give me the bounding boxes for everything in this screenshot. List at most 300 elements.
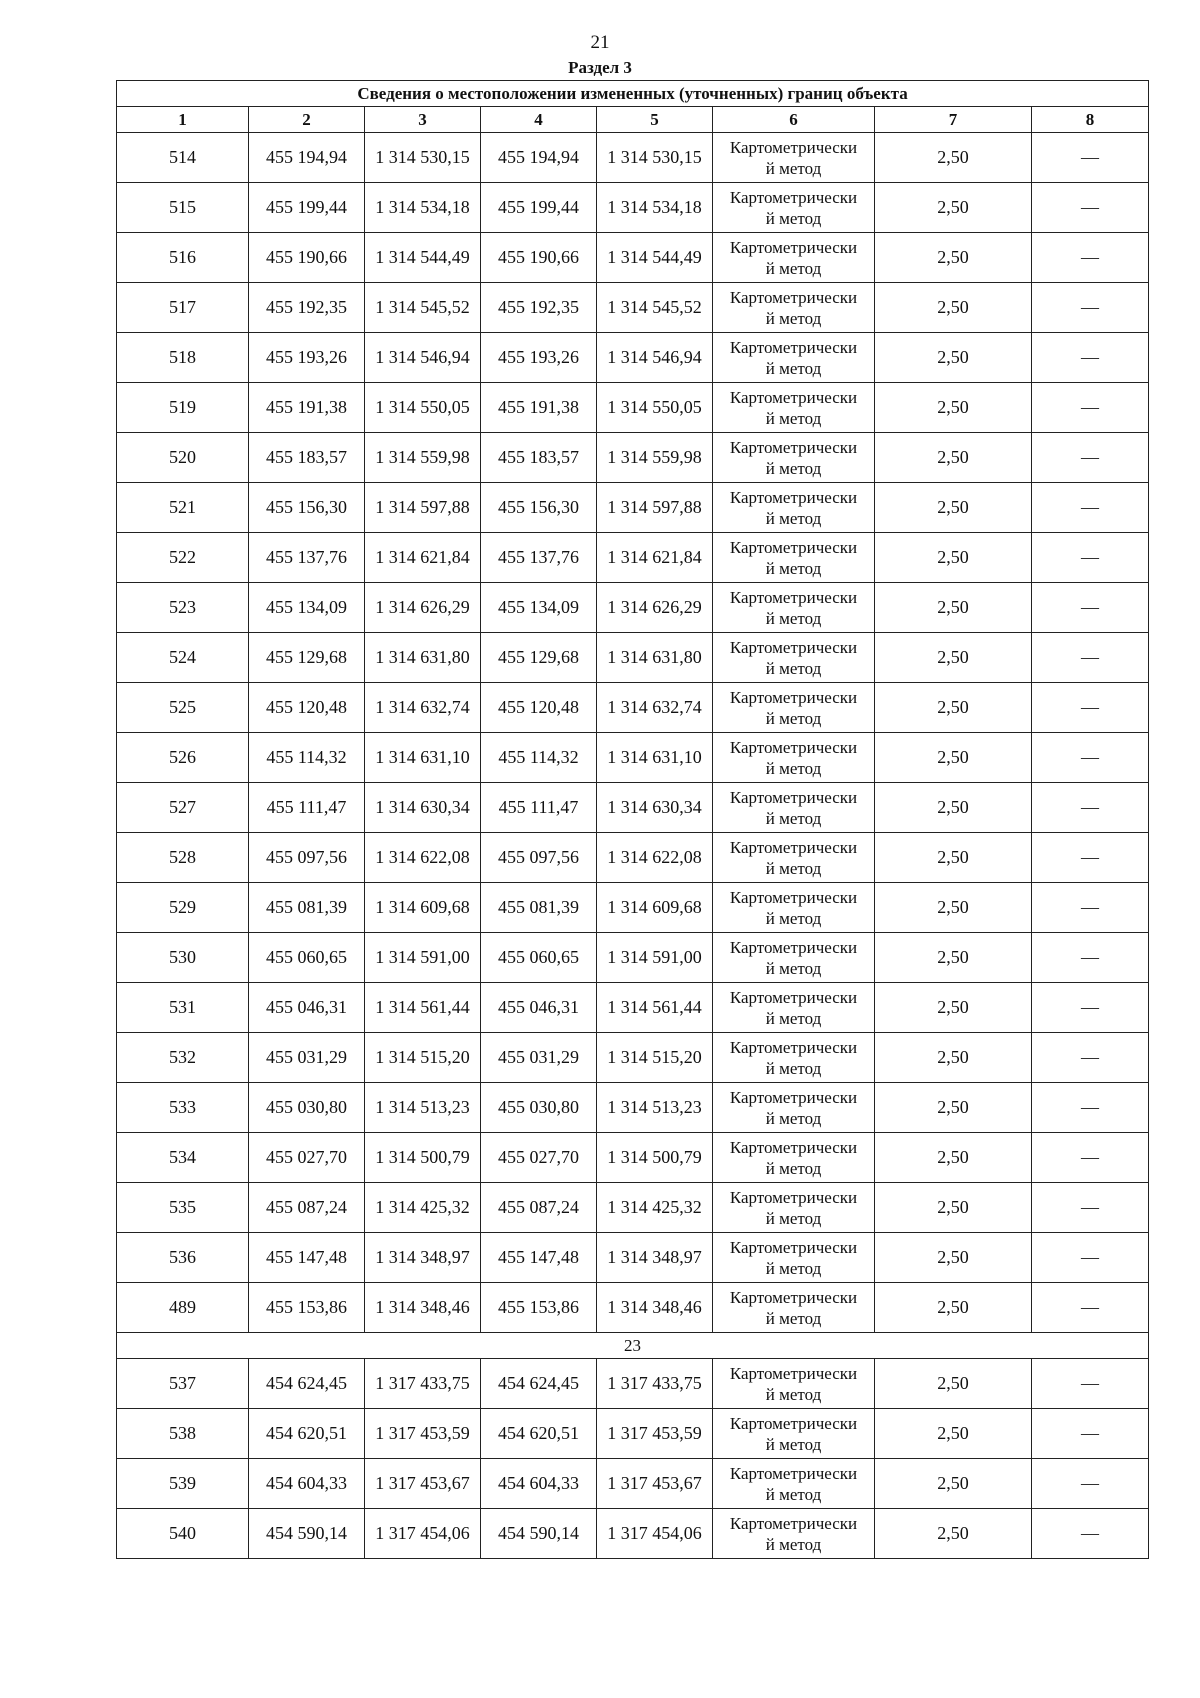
- cell-y2: 1 314 597,88: [597, 483, 713, 533]
- method-line-1: Картометрически: [729, 387, 858, 407]
- cell-method: [713, 1133, 875, 1183]
- cell-x2: 455 111,47: [481, 783, 597, 833]
- cell-method: [713, 433, 875, 483]
- cell-x2: 455 031,29: [481, 1033, 597, 1083]
- cell-point: 517: [117, 283, 249, 333]
- cell-y1: 1 314 622,08: [365, 833, 481, 883]
- cell-note: —: [1032, 983, 1149, 1033]
- cell-method: [713, 533, 875, 583]
- cell-x2: 455 194,94: [481, 133, 597, 183]
- cell-note: —: [1032, 1233, 1149, 1283]
- cell-note: —: [1032, 1083, 1149, 1133]
- cell-accuracy: 2,50: [875, 733, 1032, 783]
- cell-method: [713, 1083, 875, 1133]
- table-row: [117, 1133, 1149, 1183]
- cell-note: —: [1032, 733, 1149, 783]
- table-row: [117, 1283, 1149, 1333]
- cell-y2: 1 314 559,98: [597, 433, 713, 483]
- cell-accuracy: 2,50: [875, 533, 1032, 583]
- cell-y1: 1 314 630,34: [365, 783, 481, 833]
- cell-y1: 1 314 425,32: [365, 1183, 481, 1233]
- cell-x2: 455 087,24: [481, 1183, 597, 1233]
- method-line-2: й метод: [765, 1434, 822, 1454]
- method-line-2: й метод: [765, 258, 822, 278]
- cell-method: [713, 983, 875, 1033]
- cell-note: —: [1032, 883, 1149, 933]
- cell-x2: 455 097,56: [481, 833, 597, 883]
- cell-accuracy: 2,50: [875, 683, 1032, 733]
- cell-method: [713, 1509, 875, 1559]
- cell-x1: 455 190,66: [249, 233, 365, 283]
- cell-y2: 1 314 500,79: [597, 1133, 713, 1183]
- cell-accuracy: 2,50: [875, 133, 1032, 183]
- cell-method: [713, 1359, 875, 1409]
- cell-y1: 1 314 597,88: [365, 483, 481, 533]
- column-number: 2: [249, 107, 365, 133]
- cell-method: [713, 1459, 875, 1509]
- cell-x2: 455 060,65: [481, 933, 597, 983]
- method-line-2: й метод: [765, 858, 822, 878]
- cell-method: [713, 1409, 875, 1459]
- cell-y2: 1 314 591,00: [597, 933, 713, 983]
- method-line-2: й метод: [765, 358, 822, 378]
- method-line-2: й метод: [765, 908, 822, 928]
- cell-method: [713, 933, 875, 983]
- table-row: [117, 1359, 1149, 1409]
- cell-x2: 455 134,09: [481, 583, 597, 633]
- cell-x1: 455 046,31: [249, 983, 365, 1033]
- cell-point: 540: [117, 1509, 249, 1559]
- cell-x1: 454 620,51: [249, 1409, 365, 1459]
- method-line-2: й метод: [765, 808, 822, 828]
- cell-accuracy: 2,50: [875, 783, 1032, 833]
- cell-y1: 1 314 591,00: [365, 933, 481, 983]
- method-line-1: Картометрически: [729, 637, 858, 657]
- cell-y1: 1 317 453,59: [365, 1409, 481, 1459]
- cell-y2: 1 314 561,44: [597, 983, 713, 1033]
- cell-accuracy: 2,50: [875, 1509, 1032, 1559]
- cell-point: 519: [117, 383, 249, 433]
- cell-point: 522: [117, 533, 249, 583]
- cell-accuracy: 2,50: [875, 833, 1032, 883]
- cell-y2: 1 314 621,84: [597, 533, 713, 583]
- cell-point: 518: [117, 333, 249, 383]
- cell-y1: 1 314 530,15: [365, 133, 481, 183]
- method-line-1: Картометрически: [729, 237, 858, 257]
- cell-y1: 1 314 348,46: [365, 1283, 481, 1333]
- method-line-2: й метод: [765, 608, 822, 628]
- cell-point: 530: [117, 933, 249, 983]
- cell-point: 515: [117, 183, 249, 233]
- cell-y2: 1 314 550,05: [597, 383, 713, 433]
- cell-x1: 455 191,38: [249, 383, 365, 433]
- cell-y2: 1 314 545,52: [597, 283, 713, 333]
- cell-method: [713, 1033, 875, 1083]
- cell-accuracy: 2,50: [875, 1409, 1032, 1459]
- column-number: 4: [481, 107, 597, 133]
- cell-point: 524: [117, 633, 249, 683]
- cell-note: —: [1032, 933, 1149, 983]
- cell-accuracy: 2,50: [875, 1283, 1032, 1333]
- contour-group-label: 23: [117, 1333, 1149, 1359]
- cell-x2: 454 590,14: [481, 1509, 597, 1559]
- column-number-row: [117, 107, 1149, 133]
- cell-point: 516: [117, 233, 249, 283]
- cell-y2: 1 317 433,75: [597, 1359, 713, 1409]
- section-title: Раздел 3: [568, 58, 632, 77]
- method-line-2: й метод: [765, 508, 822, 528]
- cell-accuracy: 2,50: [875, 883, 1032, 933]
- column-number: 3: [365, 107, 481, 133]
- cell-y1: 1 314 626,29: [365, 583, 481, 633]
- cell-y1: 1 314 513,23: [365, 1083, 481, 1133]
- cell-y1: 1 314 534,18: [365, 183, 481, 233]
- table-row: [117, 383, 1149, 433]
- method-line-2: й метод: [765, 1308, 822, 1328]
- cell-x1: 455 156,30: [249, 483, 365, 533]
- page-number: 21: [590, 32, 610, 53]
- method-line-1: Картометрически: [729, 1237, 858, 1257]
- cell-x1: 455 060,65: [249, 933, 365, 983]
- cell-method: [713, 333, 875, 383]
- cell-note: —: [1032, 383, 1149, 433]
- method-line-1: Картометрически: [729, 737, 858, 757]
- method-line-1: Картометрически: [729, 487, 858, 507]
- cell-x2: 455 137,76: [481, 533, 597, 583]
- table-body: [117, 133, 1149, 1559]
- cell-x2: 454 620,51: [481, 1409, 597, 1459]
- method-line-2: й метод: [765, 458, 822, 478]
- table-row: [117, 433, 1149, 483]
- cell-note: —: [1032, 1409, 1149, 1459]
- table-row: [117, 833, 1149, 883]
- cell-y2: 1 314 348,46: [597, 1283, 713, 1333]
- method-line-1: Картометрически: [729, 537, 858, 557]
- cell-x2: 455 046,31: [481, 983, 597, 1033]
- cell-x1: 455 097,56: [249, 833, 365, 883]
- method-line-1: Картометрически: [729, 437, 858, 457]
- method-line-1: Картометрически: [729, 1413, 858, 1433]
- cell-method: [713, 483, 875, 533]
- contour-group-row: [117, 1333, 1149, 1359]
- cell-accuracy: 2,50: [875, 1033, 1032, 1083]
- cell-y2: 1 314 530,15: [597, 133, 713, 183]
- cell-x1: 455 193,26: [249, 333, 365, 383]
- cell-y1: 1 317 453,67: [365, 1459, 481, 1509]
- cell-point: 525: [117, 683, 249, 733]
- cell-method: [713, 633, 875, 683]
- cell-y2: 1 314 631,10: [597, 733, 713, 783]
- table-row: [117, 933, 1149, 983]
- cell-method: [713, 233, 875, 283]
- cell-x2: 455 193,26: [481, 333, 597, 383]
- method-line-2: й метод: [765, 408, 822, 428]
- method-line-2: й метод: [765, 1108, 822, 1128]
- method-line-2: й метод: [765, 1258, 822, 1278]
- method-line-2: й метод: [765, 208, 822, 228]
- cell-y1: 1 314 550,05: [365, 383, 481, 433]
- cell-accuracy: 2,50: [875, 1459, 1032, 1509]
- cell-x2: 455 183,57: [481, 433, 597, 483]
- cell-accuracy: 2,50: [875, 633, 1032, 683]
- cell-y1: 1 314 544,49: [365, 233, 481, 283]
- cell-accuracy: 2,50: [875, 1359, 1032, 1409]
- cell-method: [713, 283, 875, 333]
- cell-point: 520: [117, 433, 249, 483]
- cell-x1: 455 137,76: [249, 533, 365, 583]
- cell-accuracy: 2,50: [875, 1233, 1032, 1283]
- cell-y2: 1 314 515,20: [597, 1033, 713, 1083]
- method-line-2: й метод: [765, 658, 822, 678]
- table-row: [117, 333, 1149, 383]
- cell-accuracy: 2,50: [875, 583, 1032, 633]
- column-number: 1: [117, 107, 249, 133]
- method-line-2: й метод: [765, 308, 822, 328]
- column-number: 5: [597, 107, 713, 133]
- table-row: [117, 883, 1149, 933]
- method-line-1: Картометрически: [729, 1137, 858, 1157]
- cell-x2: 455 129,68: [481, 633, 597, 683]
- cell-y1: 1 314 561,44: [365, 983, 481, 1033]
- cell-method: [713, 1183, 875, 1233]
- table-row: [117, 1459, 1149, 1509]
- cell-y1: 1 314 621,84: [365, 533, 481, 583]
- cell-y1: 1 314 348,97: [365, 1233, 481, 1283]
- table-row: [117, 1409, 1149, 1459]
- method-line-2: й метод: [765, 558, 822, 578]
- cell-x1: 455 031,29: [249, 1033, 365, 1083]
- cell-accuracy: 2,50: [875, 1083, 1032, 1133]
- cell-accuracy: 2,50: [875, 183, 1032, 233]
- cell-x2: 455 114,32: [481, 733, 597, 783]
- cell-accuracy: 2,50: [875, 483, 1032, 533]
- cell-x1: 454 590,14: [249, 1509, 365, 1559]
- table-title: Сведения о местоположении измененных (уточненных) границ объекта: [117, 81, 1149, 107]
- method-line-2: й метод: [765, 1384, 822, 1404]
- method-line-1: Картометрически: [729, 687, 858, 707]
- method-line-1: Картометрически: [729, 787, 858, 807]
- cell-y2: 1 314 609,68: [597, 883, 713, 933]
- method-line-1: Картометрически: [729, 887, 858, 907]
- method-line-2: й метод: [765, 1058, 822, 1078]
- cell-note: —: [1032, 833, 1149, 883]
- table-row: [117, 483, 1149, 533]
- cell-note: —: [1032, 583, 1149, 633]
- table-row: [117, 1183, 1149, 1233]
- cell-x1: 455 120,48: [249, 683, 365, 733]
- method-line-1: Картометрически: [729, 287, 858, 307]
- cell-note: —: [1032, 183, 1149, 233]
- cell-x1: 455 129,68: [249, 633, 365, 683]
- cell-y1: 1 317 454,06: [365, 1509, 481, 1559]
- cell-point: 531: [117, 983, 249, 1033]
- cell-y2: 1 314 544,49: [597, 233, 713, 283]
- method-line-1: Картометрически: [729, 1513, 858, 1533]
- method-line-1: Картометрически: [729, 1287, 858, 1307]
- table-row: [117, 1083, 1149, 1133]
- cell-x2: 455 081,39: [481, 883, 597, 933]
- cell-point: 521: [117, 483, 249, 533]
- cell-note: —: [1032, 1283, 1149, 1333]
- cell-x2: 455 156,30: [481, 483, 597, 533]
- table-row: [117, 783, 1149, 833]
- cell-method: [713, 783, 875, 833]
- cell-note: —: [1032, 233, 1149, 283]
- cell-x1: 455 081,39: [249, 883, 365, 933]
- cell-note: —: [1032, 783, 1149, 833]
- cell-note: —: [1032, 433, 1149, 483]
- method-line-1: Картометрически: [729, 1037, 858, 1057]
- cell-x1: 455 199,44: [249, 183, 365, 233]
- cell-x2: 455 030,80: [481, 1083, 597, 1133]
- cell-method: [713, 133, 875, 183]
- method-line-2: й метод: [765, 1158, 822, 1178]
- cell-point: 528: [117, 833, 249, 883]
- method-line-2: й метод: [765, 758, 822, 778]
- cell-x2: 455 199,44: [481, 183, 597, 233]
- table-row: [117, 1233, 1149, 1283]
- cell-point: 527: [117, 783, 249, 833]
- cell-accuracy: 2,50: [875, 283, 1032, 333]
- method-line-1: Картометрически: [729, 137, 858, 157]
- cell-y1: 1 314 500,79: [365, 1133, 481, 1183]
- coordinates-table: [116, 80, 1149, 1559]
- cell-accuracy: 2,50: [875, 383, 1032, 433]
- cell-method: [713, 1283, 875, 1333]
- cell-x1: 455 111,47: [249, 783, 365, 833]
- cell-point: 538: [117, 1409, 249, 1459]
- cell-x1: 455 183,57: [249, 433, 365, 483]
- table-row: [117, 633, 1149, 683]
- method-line-1: Картометрически: [729, 1363, 858, 1383]
- method-line-2: й метод: [765, 158, 822, 178]
- cell-accuracy: 2,50: [875, 333, 1032, 383]
- cell-note: —: [1032, 1033, 1149, 1083]
- method-line-2: й метод: [765, 958, 822, 978]
- cell-x1: 455 153,86: [249, 1283, 365, 1333]
- cell-point: 537: [117, 1359, 249, 1409]
- cell-y2: 1 317 453,59: [597, 1409, 713, 1459]
- cell-x2: 455 153,86: [481, 1283, 597, 1333]
- cell-x2: 455 147,48: [481, 1233, 597, 1283]
- cell-x1: 455 087,24: [249, 1183, 365, 1233]
- cell-note: —: [1032, 633, 1149, 683]
- cell-y1: 1 314 631,10: [365, 733, 481, 783]
- cell-point: 533: [117, 1083, 249, 1133]
- cell-y1: 1 314 546,94: [365, 333, 481, 383]
- cell-x2: 454 624,45: [481, 1359, 597, 1409]
- table-row: [117, 1033, 1149, 1083]
- cell-point: 534: [117, 1133, 249, 1183]
- cell-method: [713, 1233, 875, 1283]
- cell-point: 539: [117, 1459, 249, 1509]
- cell-x1: 455 134,09: [249, 583, 365, 633]
- table-row: [117, 233, 1149, 283]
- cell-accuracy: 2,50: [875, 233, 1032, 283]
- method-line-2: й метод: [765, 1534, 822, 1554]
- method-line-1: Картометрически: [729, 187, 858, 207]
- method-line-2: й метод: [765, 708, 822, 728]
- cell-method: [713, 883, 875, 933]
- cell-accuracy: 2,50: [875, 933, 1032, 983]
- cell-point: 526: [117, 733, 249, 783]
- table-row: [117, 183, 1149, 233]
- method-line-2: й метод: [765, 1208, 822, 1228]
- cell-y1: 1 317 433,75: [365, 1359, 481, 1409]
- table-row: [117, 533, 1149, 583]
- cell-y2: 1 314 534,18: [597, 183, 713, 233]
- cell-note: —: [1032, 1183, 1149, 1233]
- cell-note: —: [1032, 1359, 1149, 1409]
- cell-point: 536: [117, 1233, 249, 1283]
- cell-method: [713, 183, 875, 233]
- cell-x1: 454 624,45: [249, 1359, 365, 1409]
- cell-point: 514: [117, 133, 249, 183]
- cell-x1: 455 114,32: [249, 733, 365, 783]
- cell-method: [713, 733, 875, 783]
- column-number: 6: [713, 107, 875, 133]
- cell-x1: 455 027,70: [249, 1133, 365, 1183]
- cell-note: —: [1032, 683, 1149, 733]
- cell-x2: 455 120,48: [481, 683, 597, 733]
- cell-accuracy: 2,50: [875, 983, 1032, 1033]
- table-row: [117, 983, 1149, 1033]
- cell-y2: 1 314 622,08: [597, 833, 713, 883]
- cell-method: [713, 583, 875, 633]
- cell-x1: 455 030,80: [249, 1083, 365, 1133]
- method-line-1: Картометрически: [729, 1187, 858, 1207]
- cell-note: —: [1032, 1459, 1149, 1509]
- method-line-1: Картометрически: [729, 937, 858, 957]
- cell-x2: 454 604,33: [481, 1459, 597, 1509]
- method-line-2: й метод: [765, 1484, 822, 1504]
- cell-x1: 455 147,48: [249, 1233, 365, 1283]
- method-line-1: Картометрически: [729, 337, 858, 357]
- table-row: [117, 583, 1149, 633]
- cell-y2: 1 317 454,06: [597, 1509, 713, 1559]
- column-number: 8: [1032, 107, 1149, 133]
- method-line-1: Картометрически: [729, 1463, 858, 1483]
- cell-x2: 455 191,38: [481, 383, 597, 433]
- cell-note: —: [1032, 283, 1149, 333]
- table-row: [117, 683, 1149, 733]
- cell-y1: 1 314 632,74: [365, 683, 481, 733]
- cell-x2: 455 027,70: [481, 1133, 597, 1183]
- cell-y2: 1 314 631,80: [597, 633, 713, 683]
- cell-y2: 1 314 513,23: [597, 1083, 713, 1133]
- cell-y2: 1 314 546,94: [597, 333, 713, 383]
- cell-x2: 455 192,35: [481, 283, 597, 333]
- cell-point: 489: [117, 1283, 249, 1333]
- column-number: 7: [875, 107, 1032, 133]
- cell-y2: 1 314 425,32: [597, 1183, 713, 1233]
- cell-x1: 454 604,33: [249, 1459, 365, 1509]
- cell-point: 523: [117, 583, 249, 633]
- cell-y1: 1 314 515,20: [365, 1033, 481, 1083]
- cell-note: —: [1032, 333, 1149, 383]
- cell-note: —: [1032, 1133, 1149, 1183]
- cell-point: 535: [117, 1183, 249, 1233]
- cell-y1: 1 314 609,68: [365, 883, 481, 933]
- cell-note: —: [1032, 1509, 1149, 1559]
- cell-x2: 455 190,66: [481, 233, 597, 283]
- cell-method: [713, 383, 875, 433]
- cell-y2: 1 314 630,34: [597, 783, 713, 833]
- method-line-1: Картометрически: [729, 987, 858, 1007]
- cell-x1: 455 192,35: [249, 283, 365, 333]
- table-row: [117, 133, 1149, 183]
- cell-y1: 1 314 631,80: [365, 633, 481, 683]
